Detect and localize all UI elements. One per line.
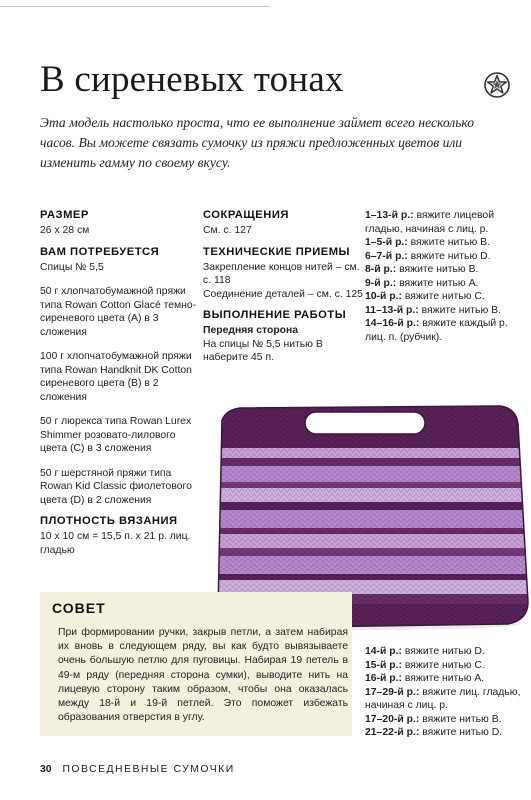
- row-instruction: 16-й р.: вяжите нитью A.: [365, 673, 485, 684]
- row-instruction: 1–5-й р.: вяжите нитью B.: [365, 237, 490, 248]
- row-instructions-bottom: [365, 645, 525, 740]
- work-heading: ВЫПОЛНЕНИЕ РАБОТЫ: [203, 309, 347, 321]
- techniques-heading: ТЕХНИЧЕСКИЕ ПРИЕМЫ: [203, 245, 350, 258]
- tip-box: [40, 592, 352, 736]
- row-instructions-top: [365, 209, 525, 344]
- row-instruction: 8-й р.: вяжите нитью B.: [365, 264, 479, 275]
- work-subheading: Передняя сторона: [203, 325, 299, 336]
- tip-text: При формировании ручки, закрыв петли, а затем набирая их вновь в следующем ряду, вы как будто вывязываете очень большую петлю для пуговицы. Набирая 19 петель в 49-м ряду (передняя сторона сумки), выводите нить на лицевую сторону таким образом, чтобы она оказалась между 18-й и 19-й петлей. Это поможет избежать образования отверстия в углу.: [58, 627, 348, 724]
- material-item: 50 г люрекса типа Rowan Lurex Shimmer розовато-лилового цвета (C) в 3 сложения: [40, 416, 192, 454]
- abbreviations-heading: СОКРАЩЕНИЯ: [203, 209, 289, 221]
- gauge-value: 10 х 10 см = 15,5 п. х 21 р. лиц. гладью: [40, 531, 191, 556]
- technique-item: Соединение деталей – см. с. 125: [203, 288, 363, 300]
- size-heading: РАЗМЕР: [40, 209, 89, 221]
- star-badge-icon: [484, 72, 510, 98]
- material-item: 50 г хлопчатобумажной пряжи типа Rowan Cotton Glacé темно-сиреневого цвета (A) в 3 сложения: [40, 286, 197, 338]
- page-footer: [40, 764, 235, 775]
- row-instruction: 6–7-й р.: вяжите нитью D.: [365, 250, 491, 262]
- needles-text: Спицы № 5,5: [40, 261, 104, 273]
- size-value: 26 х 28 см: [40, 225, 90, 236]
- column-materials: [40, 209, 198, 557]
- row-instruction: 14-й р.: вяжите нитью D.: [365, 646, 485, 657]
- row-instruction: 17–29-й р.: вяжите лиц. гладью, начиная с лиц. р.: [365, 686, 521, 711]
- technique-item: Закрепление концов нитей – см. с. 118: [203, 261, 360, 286]
- header-rule: [0, 6, 270, 7]
- page-number: 30: [40, 764, 52, 775]
- materials-heading: ВАМ ПОТРЕБУЕТСЯ: [40, 245, 160, 258]
- row-instruction: 21–22-й р.: вяжите нитью D.: [365, 727, 503, 738]
- work-text: На спицы № 5,5 нитью B наберите 45 п.: [203, 338, 323, 363]
- row-instruction: 15-й р.: вяжите нитью C.: [365, 659, 485, 671]
- material-item: 50 г шерстяной пряжи типа Rowan Kid Classic фиолетового цвета (D) в 2 сложения: [40, 467, 192, 506]
- column-instructions: [203, 209, 363, 365]
- page-title: В сиреневых тонах: [40, 59, 344, 100]
- abbreviations-value: См. с. 127: [203, 225, 252, 236]
- row-instruction: 17–20-й р.: вяжите нитью B.: [365, 713, 502, 725]
- row-instruction: 11–13-й р.: вяжите нитью B.: [365, 304, 501, 316]
- row-instruction: 10-й р.: вяжите нитью C.: [365, 291, 485, 302]
- section-title: ПОВСЕДНЕВНЫЕ СУМОЧКИ: [62, 764, 235, 775]
- tip-heading: СОВЕТ: [52, 600, 106, 616]
- material-item: 100 г хлопчатобумажной пряжи типа Rowan Handknit DK Cotton сиреневого цвета (B) в 2 сложения: [40, 351, 192, 403]
- row-instruction: 14–16-й р.: вяжите каждый р. лиц. п. (рубчик).: [365, 318, 508, 343]
- row-instruction: 1–13-й р.: вяжите лицевой гладью, начиная с лиц. р.: [365, 210, 494, 235]
- gauge-heading: ПЛОТНОСТЬ ВЯЗАНИЯ: [40, 515, 178, 527]
- intro-text: Эта модель настолько проста, что ее выполнение займет всего несколько часов. Вы можете связать сумочку из пряжи предложенных цветов или изменить гамму по своему вкусу.: [40, 115, 475, 170]
- row-instruction: 9-й р.: вяжите нитью A.: [365, 277, 479, 289]
